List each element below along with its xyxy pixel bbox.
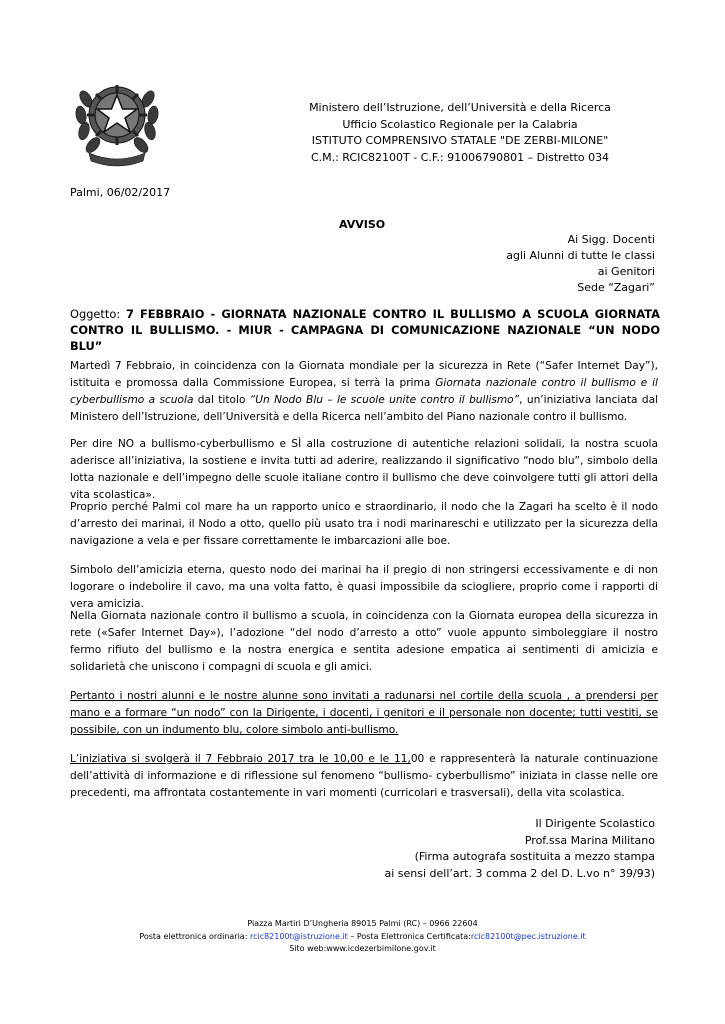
signer-role: Il Dirigente Scolastico xyxy=(535,817,655,830)
recipient-line: agli Alunni di tutte le classi xyxy=(506,249,655,262)
ministry-name: Ministero dell’Istruzione, dell’Università e della Ricerca xyxy=(309,101,611,114)
footer-label: – Posta Elettronica Certificata: xyxy=(347,931,471,941)
paragraph-underlined: L’iniziativa si svolgerà il 7 Febbraio 2017 tra le 10,00 e le 11, xyxy=(70,753,411,765)
pec-email-link[interactable]: rcic82100t@pec.istruzione.it xyxy=(470,931,586,941)
signature-note: ai sensi dell’art. 3 comma 2 del D. L.vo n° 39/93) xyxy=(384,866,655,880)
recipient-line: Ai Sigg. Docenti xyxy=(567,233,655,246)
paragraph-italic: Giornata nazionale contro il bullismo e il cyberbullismo a scuola xyxy=(70,377,658,406)
email-link[interactable]: rcic82100t@istruzione.it xyxy=(249,931,348,941)
recipients-block xyxy=(506,232,655,296)
paragraph-3: Proprio perché Palmi col mare ha un rapporto unico e straordinario, il nodo che la Zagari ha scelto è il nodo d’arresto dei marinai, il Nodo a otto, quello più usato tra i nodi marinareschi e utilizzato per la sicurezza della navigazione a vela e per fissare correttamente le imbarcazioni alle boe. xyxy=(70,501,658,547)
subject xyxy=(70,306,660,354)
paragraph-2: Per dire NO a bullismo-cyberbullismo e SÌ alla costruzione di autentiche relazioni solidali, la nostra scuola aderisce all’iniziativa, la sostiene e invita tutti ad aderire, realizzando il significativo “nodo blu”, simbolo della lotta nazionale e dell’impegno delle scuole italiane contro il bullismo che deve coinvolgere tutti gli attori della vita scolastica». xyxy=(70,438,658,501)
school-name: ISTITUTO COMPRENSIVO STATALE "DE ZERBI-MILONE" xyxy=(311,134,609,147)
signature-note: (Firma autografa sostituita a mezzo stampa xyxy=(414,850,655,863)
footer-address: Piazza Martiri D’Ungheria 89015 Palmi (RC) – 0966 22604 xyxy=(247,919,478,928)
signer-name: Prof.ssa Marina Militano xyxy=(524,833,655,847)
regional-office: Ufficio Scolastico Regionale per la Calabria xyxy=(342,117,578,131)
paragraph-1 xyxy=(70,358,658,426)
subject-text: 7 FEBBRAIO - GIORNATA NAZIONALE CONTRO IL BULLISMO A SCUOLA GIORNATA CONTRO IL BULLISMO. - MIUR - CAMPAGNA DI COMUNICAZIONE NAZIONALE “UN NODO BLU” xyxy=(70,307,660,353)
paragraph-5: Nella Giornata nazionale contro il bullismo a scuola, in coincidenza con la Giornata europea della sicurezza in rete («Safer Internet Day»), l’adozione “del nodo d’arresto a otto” vuole appunto simboleggiare il nostro fermo rifiuto del bullismo e la nostra energica e sentita adesione empatica ai sentimenti di amicizia e solidarietà che uniscono i compagni di scuola e gli amici. xyxy=(70,610,658,673)
footer-website[interactable]: Sito web:www.icdezerbimilone.gov.it xyxy=(289,944,436,953)
school-codes: C.M.: RCIC82100T - C.F.: 91006790801 – Distretto 034 xyxy=(310,150,610,164)
paragraph-text: dal titolo xyxy=(193,394,250,406)
recipient-line: Sede “Zagari” xyxy=(577,281,655,294)
subject-label: Oggetto: xyxy=(70,307,126,321)
paragraph-text: Martedì 7 Febbraio, in coincidenza con la Giornata mondiale per la sicurezza in Rete (“Safer Internet Day”), istituita e promossa dalla Commissione Europea, si terrà la prima xyxy=(70,360,658,389)
document-date: Palmi, 06/02/2017 xyxy=(70,186,171,199)
document-title: AVVISO xyxy=(339,218,386,231)
signature-block xyxy=(385,816,656,882)
paragraph-text: 00 e rappresenterà la naturale continuazione dell’attività di informazione e di riflessione sul fenomeno “bullismo- cyberbullismo” iniziata in classe nelle ore precedenti, ma affrontata costantemente in vari momenti (curricolari e trasversali), della vita scolastica. xyxy=(70,753,658,799)
footer xyxy=(0,918,725,956)
paragraph-7 xyxy=(70,751,658,802)
paragraph-4: Simbolo dell’amicizia eterna, questo nodo dei marinai ha il pregio di non stringersi eccessivamente e di non logorare o indebolire il cavo, ma una volta fatto, è quasi impossibile da sciogliere, proprio come i rapporti di vera amicizia. xyxy=(70,564,658,610)
institution-header xyxy=(260,100,660,166)
repubblica-emblem-icon xyxy=(73,69,161,169)
paragraph-6: Pertanto i nostri alunni e le nostre alunne sono invitati a radunarsi nel cortile della scuola , a prendersi per mano e a formare “un nodo” con la Dirigente, i docenti, i genitori e il personale non docente; tutti vestiti, se possibile, con un indumento blu, colore simbolo anti-bullismo. xyxy=(70,690,658,736)
recipient-line: ai Genitori xyxy=(597,265,655,278)
paragraph-text: , un’iniziativa lanciata dal Ministero dell’Istruzione, dell’Università e della Ricerca nell’ambito del Piano nazionale contro il bullismo. xyxy=(70,394,659,423)
footer-emails xyxy=(0,931,725,944)
paragraph-italic: “Un Nodo Blu – le scuole unite contro il bullismo” xyxy=(249,394,520,406)
footer-label: Posta elettronica ordinaria: xyxy=(139,931,250,941)
